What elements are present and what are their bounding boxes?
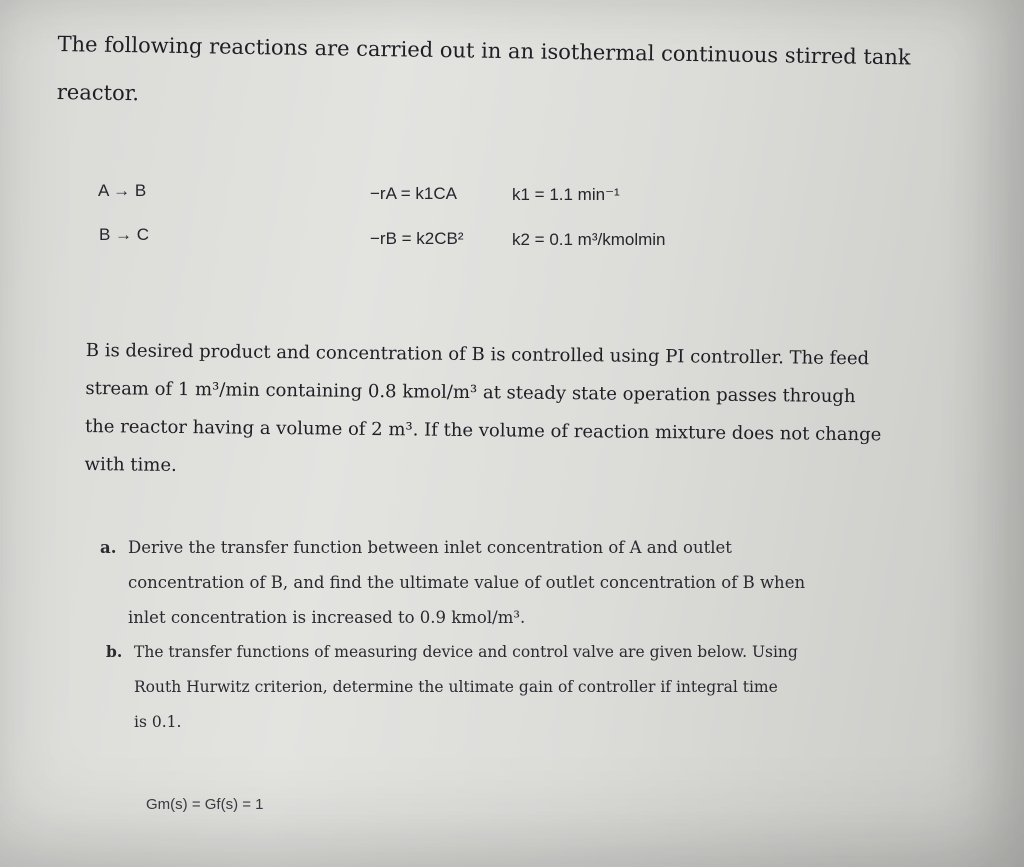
reaction-2-constant: k2 = 0.1 m³/kmolmin (512, 230, 666, 249)
question-a-line-1: Derive the transfer function between inlet concentration of A and outlet (128, 538, 732, 557)
transfer-function-formula: Gm(s) = Gf(s) = 1 (146, 796, 264, 813)
question-b-line-1: The transfer functions of measuring device and control valve are given below. Using (134, 643, 798, 661)
intro-line-2: reactor. (56, 79, 140, 106)
question-a (100, 530, 805, 635)
description-line-2: stream of 1 m³/min containing 0.8 kmol/m³ at steady state operation passes through (85, 377, 856, 408)
intro-text (56, 20, 911, 129)
question-b (106, 634, 798, 740)
description-line-1: B is desired product and concentration of B is controlled using PI controller. The feed (85, 339, 870, 370)
question-a-line-3: inlet concentration is increased to 0.9 kmol/m³. (128, 608, 526, 627)
reaction-1-constant: k1 = 1.1 min⁻¹ (512, 185, 620, 204)
question-b-line-2: Routh Hurwitz criterion, determine the ultimate gain of controller if integral time (134, 678, 778, 696)
reaction-1-equation: A → B (98, 181, 147, 200)
question-a-marker: a. (100, 538, 117, 557)
question-a-line-2: concentration of B, and find the ultimate value of outlet concentration of B when (128, 573, 806, 592)
reaction-2-rate: −rB = k2CB² (370, 229, 464, 248)
reaction-2-equation: B → C (99, 225, 150, 244)
problem-description (84, 332, 882, 492)
question-b-line-3: is 0.1. (134, 713, 182, 731)
intro-line-1: The following reactions are carried out in an isothermal continuous stirred tank (57, 31, 911, 70)
description-line-4: with time. (84, 453, 177, 476)
reaction-1-rate: −rA = k1CA (370, 184, 457, 203)
question-b-marker: b. (106, 642, 123, 661)
description-line-3: the reactor having a volume of 2 m³. If the volume of reaction mixture does not change (84, 415, 882, 446)
